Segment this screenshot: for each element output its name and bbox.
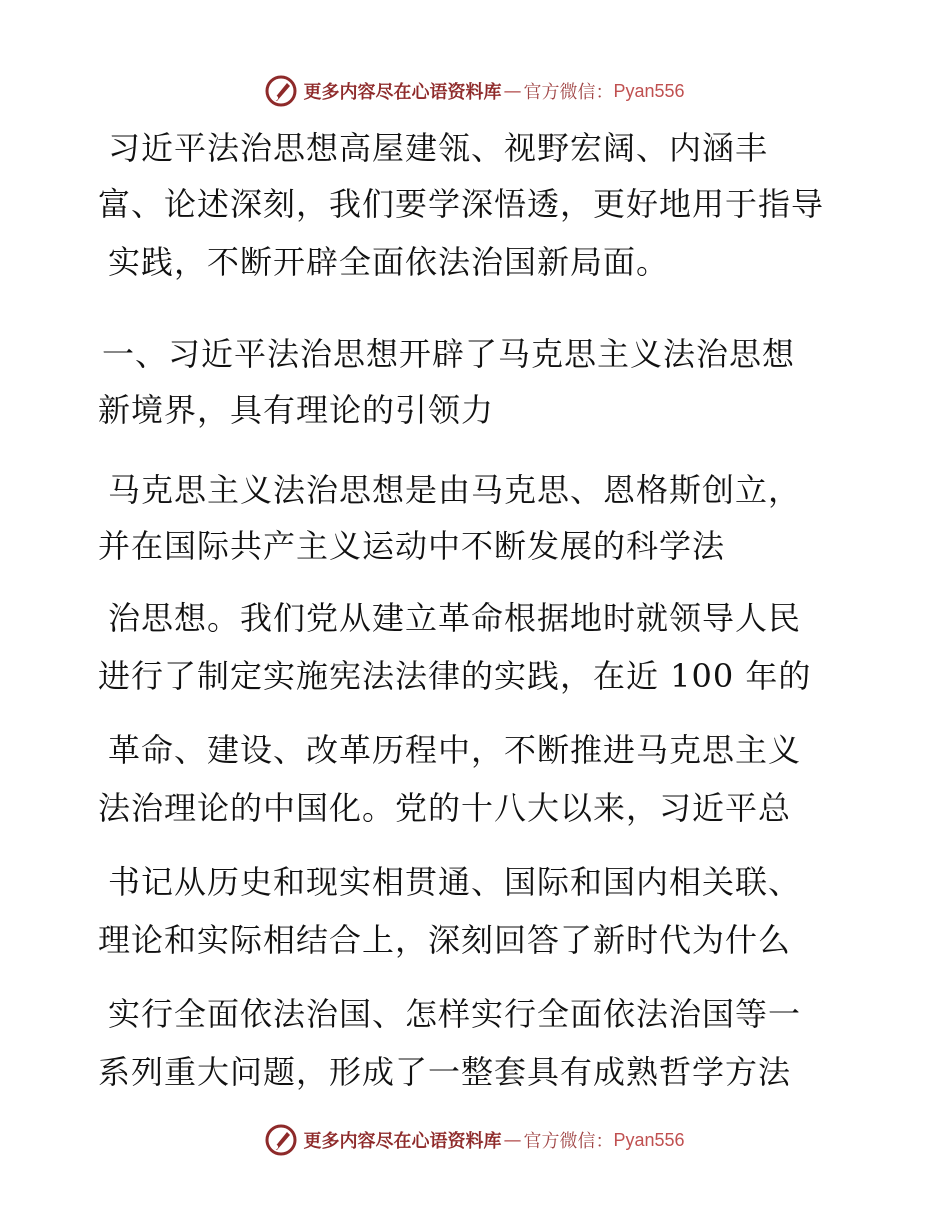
text-line: 理论和实际相结合上，深刻回答了新时代为什么: [98, 921, 792, 959]
text-line: 进行了制定实施宪法法律的实践，在近 100 年的: [98, 657, 812, 695]
text-line: 革命、建设、改革历程中，不断推进马克思主义: [108, 731, 802, 769]
banner-separator: —: [503, 1129, 522, 1151]
banner-wechat-label: 官方微信：: [523, 82, 614, 103]
text-line: 富、论述深刻，我们要学深悟透，更好地用于指导: [98, 185, 825, 223]
banner-text: 更多内容尽在心语资料库: [303, 1131, 502, 1152]
text-line: 实践，不断开辟全面依法治国新局面。: [108, 243, 670, 281]
text-line: 系列重大问题，形成了一整套具有成熟哲学方法: [98, 1053, 792, 1091]
text-line: 并在国际共产主义运动中不断发展的科学法: [98, 527, 726, 565]
text-line: 一、习近平法治思想开辟了马克思主义法治思想: [102, 335, 796, 373]
banner-wechat-id: Pyan556: [613, 80, 685, 101]
text-line: 马克思主义法治思想是由马克思、恩格斯创立，: [108, 471, 802, 509]
quill-logo-icon: [265, 75, 297, 107]
banner-text: 更多内容尽在心语资料库: [303, 82, 502, 103]
banner-wechat-label: 官方微信：: [523, 1131, 614, 1152]
text-line: 新境界，具有理论的引领力: [98, 391, 495, 429]
text-line: 习近平法治思想高屋建瓴、视野宏阔、内涵丰: [108, 129, 769, 167]
quill-logo-icon: [265, 1124, 297, 1156]
text-line: 治思想。我们党从建立革命根据地时就领导人民: [108, 599, 802, 637]
text-line: 法治理论的中国化。党的十八大以来，习近平总: [98, 789, 792, 827]
text-line: 书记从历史和现实相贯通、国际和国内相关联、: [108, 863, 802, 901]
footer-banner: [0, 1120, 950, 1160]
banner-separator: —: [503, 80, 522, 102]
text-line: 实行全面依法治国、怎样实行全面依法治国等一: [108, 995, 802, 1033]
header-banner: [0, 71, 950, 111]
banner-wechat-id: Pyan556: [613, 1129, 685, 1150]
